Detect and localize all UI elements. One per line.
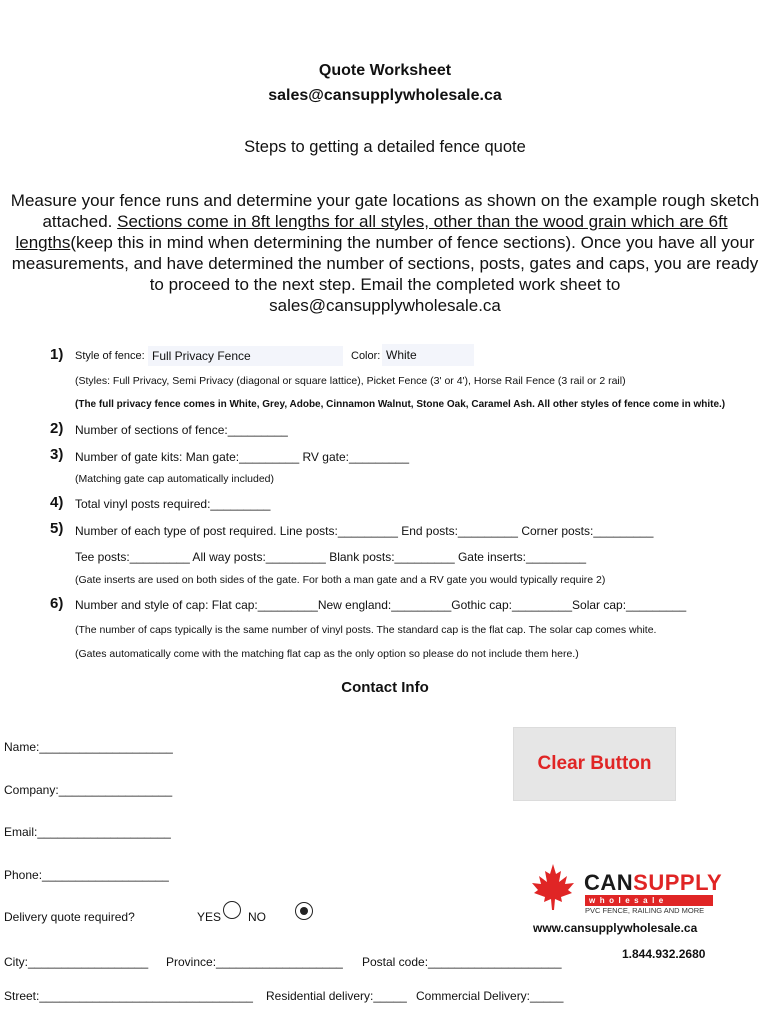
item-number: 2) — [50, 420, 64, 437]
gate-insert-note: (Gate inserts are used on both sides of the gate. For both a man gate and a RV gate you would typically require 2) — [75, 574, 606, 586]
intro-part2: (keep this in mind when determining the number of fence sections). Once you have all your measurements, and have determined the number of sections, posts, gates and caps, you are ready to proceed to the next step. Email the completed work sheet to — [11, 233, 759, 294]
color-label: Color: — [351, 350, 381, 362]
steps-heading: Steps to getting a detailed fence quote — [244, 138, 526, 156]
post-types-field[interactable]: Number of each type of post required. Line posts:_________ End posts:_________ Corner posts:_________ — [75, 524, 654, 538]
intro-underlined: Sections come in 8ft lengths for all styles, other than the wood grain which are 6ft lengths — [15, 212, 728, 252]
company-phone: 1.844.932.2680 — [622, 947, 706, 961]
street-field[interactable]: Street:________________________________ — [4, 989, 253, 1003]
logo-supply: SUPPLY — [633, 870, 723, 895]
postal-code-field[interactable]: Postal code:____________________ — [362, 955, 562, 969]
city-field[interactable]: City:__________________ — [4, 955, 149, 969]
caps-field[interactable]: Number and style of cap: Flat cap:_________New england:_________Gothic cap:_________Solar cap:_________ — [75, 598, 687, 612]
color-field[interactable] — [382, 344, 474, 366]
caps-note: (The number of caps typically is the same number of vinyl posts. The standard cap is the flat cap. The solar cap comes white. — [75, 624, 657, 636]
style-field[interactable] — [148, 346, 343, 366]
page-title: Quote Worksheet — [318, 62, 452, 79]
yes-radio[interactable] — [223, 901, 241, 919]
styles-note: (Styles: Full Privacy, Semi Privacy (diagonal or square lattice), Picket Fence (3' or 4'), Horse Rail Fence (3 rail or 2 rail) — [75, 375, 626, 387]
logo-tagline: PVC FENCE, RAILING AND MORE — [585, 906, 705, 915]
logo-wordmark — [584, 870, 722, 896]
yes-label: YES — [197, 910, 222, 924]
no-radio[interactable] — [295, 902, 313, 920]
contact-heading: Contact Info — [341, 679, 429, 696]
item-number: 5) — [50, 520, 64, 537]
cansupply-logo — [528, 858, 723, 915]
caps-note-2: (Gates automatically come with the matching flat cap as the only option so please do not include them here.) — [75, 648, 579, 660]
gate-kits-field[interactable]: Number of gate kits: Man gate:_________ RV gate:_________ — [75, 450, 410, 464]
total-posts-field[interactable]: Total vinyl posts required:_________ — [75, 497, 271, 511]
style-value: Full Privacy Fence — [152, 349, 251, 363]
item-number: 3) — [50, 446, 64, 463]
phone-field[interactable]: Phone:___________________ — [4, 868, 169, 882]
colors-note: (The full privacy fence comes in White, Grey, Adobe, Cinnamon Walnut, Stone Oak, Caramel Ash. All other styles of fence come in white.) — [75, 399, 726, 410]
delivery-label: Delivery quote required? — [4, 910, 135, 924]
header-email: sales@cansupplywholesale.ca — [268, 87, 502, 104]
style-label: Style of fence: — [75, 350, 145, 362]
item-number: 6) — [50, 595, 64, 612]
maple-leaf-icon — [528, 862, 578, 912]
intro-email: sales@cansupplywholesale.ca — [269, 296, 501, 315]
email-field[interactable]: Email:____________________ — [4, 825, 171, 839]
gate-note: (Matching gate cap automatically included) — [75, 473, 275, 485]
name-field[interactable]: Name:____________________ — [4, 740, 173, 754]
province-field[interactable]: Province:___________________ — [166, 955, 343, 969]
logo-wholesale: wholesale — [585, 895, 713, 906]
post-types-field-2[interactable]: Tee posts:_________ All way posts:_________ Blank posts:_________ Gate inserts:_________ — [75, 550, 587, 564]
item-number: 4) — [50, 494, 64, 511]
website-link[interactable]: www.cansupplywholesale.ca — [533, 921, 698, 935]
commercial-delivery-field[interactable]: Commercial Delivery:_____ — [416, 989, 564, 1003]
sections-field[interactable]: Number of sections of fence:_________ — [75, 423, 288, 437]
residential-delivery-field[interactable]: Residential delivery:_____ — [266, 989, 407, 1003]
item-number: 1) — [50, 346, 64, 363]
clear-button[interactable]: Clear Button — [513, 727, 676, 801]
color-value: White — [386, 348, 417, 362]
company-field[interactable]: Company:_________________ — [4, 783, 173, 797]
no-label: NO — [248, 910, 266, 924]
intro-part1: Measure your fence runs and determine your gate locations as shown on the example rough sketch attached. — [10, 191, 760, 231]
intro-paragraph — [6, 190, 764, 316]
logo-can: CAN — [584, 870, 634, 895]
